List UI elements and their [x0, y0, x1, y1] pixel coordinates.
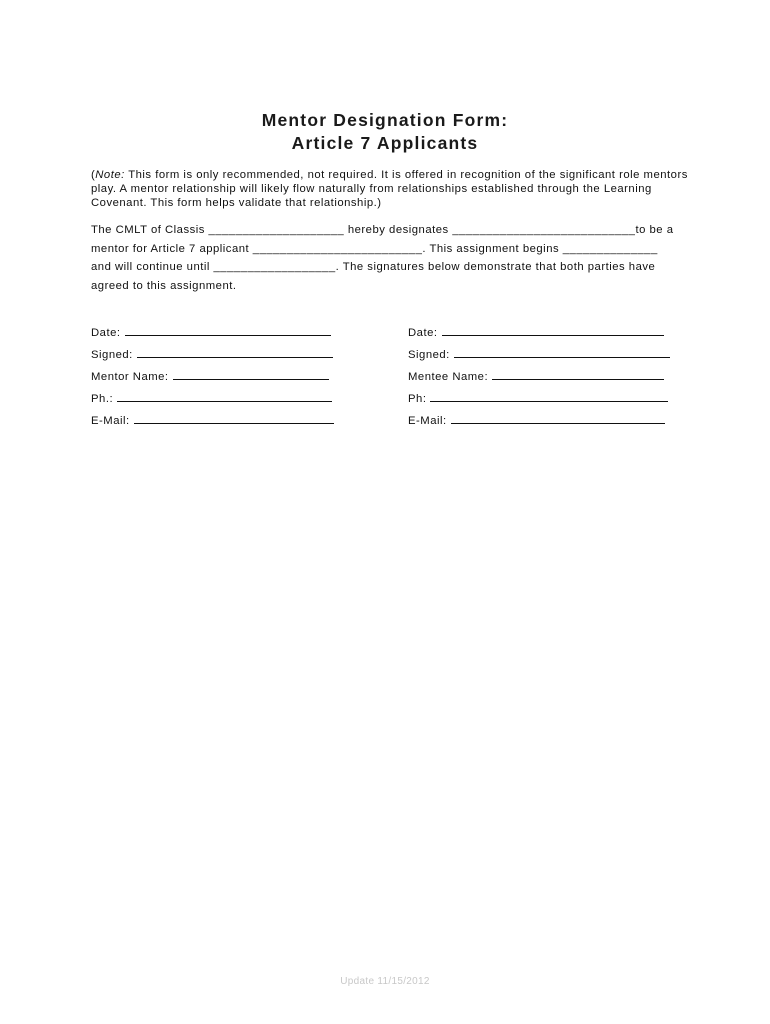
designation-line-3: and will continue until __________________. The signatures below demonstrate that both parties have — [91, 261, 656, 273]
mentee-signed-line[interactable] — [454, 345, 670, 358]
mentee-name-field[interactable] — [408, 367, 670, 389]
mentee-signed-field[interactable] — [408, 345, 670, 367]
form-title-line-2: Article 7 Applicants — [291, 133, 479, 153]
mentee-signed-label: Signed: — [408, 349, 450, 361]
mentor-signed-line[interactable] — [137, 345, 333, 358]
note-open-paren: ( — [91, 169, 96, 181]
mentee-phone-field[interactable] — [408, 389, 670, 411]
mentor-signature-block — [91, 323, 334, 433]
mentor-email-label: E-Mail: — [91, 415, 130, 427]
mentor-phone-label: Ph.: — [91, 393, 114, 405]
note-paragraph — [91, 168, 691, 210]
mentor-phone-line[interactable] — [117, 389, 332, 402]
mentee-name-line[interactable] — [492, 367, 664, 380]
mentee-name-label: Mentee Name: — [408, 371, 489, 383]
mentor-phone-field[interactable] — [91, 389, 334, 411]
mentee-phone-label: Ph: — [408, 393, 427, 405]
mentee-email-field[interactable] — [408, 411, 670, 433]
mentee-email-label: E-Mail: — [408, 415, 447, 427]
mentor-name-label: Mentor Name: — [91, 371, 169, 383]
mentor-email-line[interactable] — [134, 411, 334, 424]
mentor-signed-label: Signed: — [91, 349, 133, 361]
mentee-date-line[interactable] — [442, 323, 664, 336]
mentee-email-line[interactable] — [451, 411, 665, 424]
designation-line-2: mentor for Article 7 applicant _________________________. This assignment begins ______________ — [91, 242, 658, 255]
mentor-date-field[interactable] — [91, 323, 334, 345]
mentor-signed-field[interactable] — [91, 345, 334, 367]
note-text: This form is only recommended, not required. It is offered in recognition of the significant role mentors play. A mentor relationship will likely flow naturally from relationships established through the Learning Covenant. This form helps validate that relationship.) — [91, 169, 688, 209]
mentee-date-label: Date: — [408, 327, 438, 339]
designation-line-1: The CMLT of Classis ____________________ hereby designates ___________________________to be a — [91, 224, 674, 236]
mentee-phone-line[interactable] — [430, 389, 668, 402]
mentee-date-field[interactable] — [408, 323, 670, 345]
mentor-name-line[interactable] — [173, 367, 329, 380]
mentor-email-field[interactable] — [91, 411, 334, 433]
designation-line-4: agreed to this assignment. — [91, 279, 237, 292]
mentor-date-label: Date: — [91, 327, 121, 339]
designation-paragraph — [91, 221, 691, 295]
update-footer: Update 11/15/2012 — [340, 976, 430, 987]
mentor-date-line[interactable] — [125, 323, 331, 336]
mentor-name-field[interactable] — [91, 367, 334, 389]
form-title-line-1: Mentor Designation Form: — [261, 110, 509, 130]
note-label: Note: — [95, 169, 125, 181]
mentee-signature-block — [408, 323, 670, 433]
